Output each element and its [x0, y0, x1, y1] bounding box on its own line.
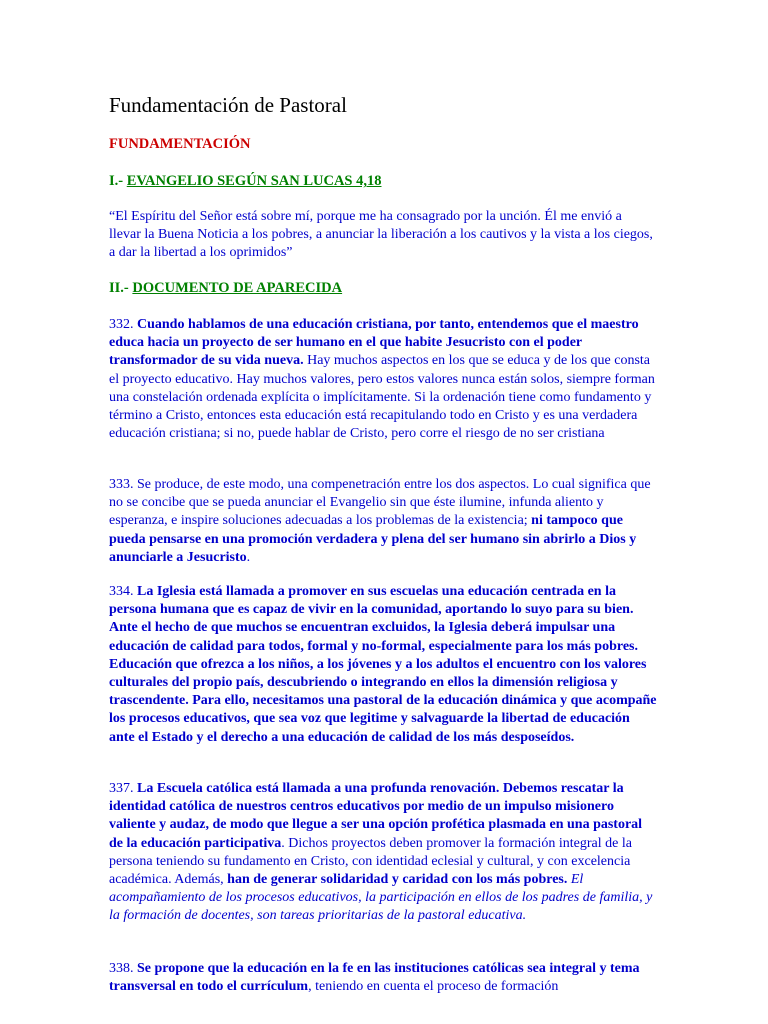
- paragraph-italic-text: El acompañamiento de los procesos educativos, la participación en ellos de los padres de familia, y la formación de docentes, son tareas prioritarias de la pastoral educativa.: [109, 872, 653, 924]
- section-label: EVANGELIO SEGÚN SAN LUCAS 4,18: [126, 173, 382, 189]
- paragraph-text: Se produce, de este modo, una compenetración entre los dos aspectos. Lo cual significa que no se concibe que se pueda anunciar el Evangelio sin que éste ilumine, infunda aliento y esperanza, e inspire soluciones adecuadas a los problemas de la existencia;: [109, 477, 651, 529]
- paragraph-end: .: [246, 549, 251, 565]
- paragraph-bold-text: La Escuela católica está llamada a una profunda renovación. Debemos rescatar la identidad católica de nuestros centros educativos por medio de un impulso misionero valiente y audaz, de modo que llegue a ser una opción profética plasmada en una pastoral de la educación participativa: [109, 781, 643, 851]
- page-title: Fundamentación de Pastoral: [109, 93, 347, 117]
- paragraph-bold-text: Se propone que la educación en la fe en las instituciones católicas sea integral y tema transversal en todo el currículum: [109, 961, 640, 995]
- paragraph-338: [109, 960, 657, 996]
- section-heading-1: [109, 173, 381, 190]
- section-prefix: II.-: [109, 280, 133, 296]
- paragraph-number: 334.: [109, 584, 137, 599]
- main-heading: FUNDAMENTACIÓN: [109, 136, 251, 152]
- section-label: DOCUMENTO DE APARECIDA: [132, 280, 343, 296]
- paragraph-text: Hay muchos aspectos en los que se educa y de los que consta el proyecto educativo. Hay muchos valores, pero estos valores nunca están solos, siempre forman una constelación ordenada explícita o implícitamente. Si la ordenación tiene como fundamento y término a Cristo, entonces esta educación está recapitulando todo en Cristo y es una verdadera educación cristiana; si no, puede hablar de Cristo, pero corre el riesgo de no ser cristiana: [109, 353, 655, 442]
- paragraph-334: [109, 583, 657, 747]
- paragraph-text: , teniendo en cuenta el proceso de formación: [308, 979, 559, 995]
- paragraph-bold-text-2: han de generar solidaridad y caridad con los más pobres.: [227, 872, 568, 888]
- paragraph-text: . Dichos proyectos deben promover la formación integral de la persona teniendo su fundamento en Cristo, con identidad eclesial y cultural, y con excelencia académica. Además,: [109, 835, 632, 888]
- paragraph-332: [109, 316, 657, 443]
- paragraph-number: 337.: [109, 781, 137, 796]
- paragraph-bold-text: Cuando hablamos de una educación cristiana, por tanto, entendemos que el maestro educa hacia un proyecto de ser humano en el que habite Jesucristo con el poder transformador de su vida nueva.: [109, 317, 639, 369]
- paragraph-337: [109, 780, 657, 926]
- paragraph-bold-text: La Iglesia está llamada a promover en sus escuelas una educación centrada en la persona humana que es capaz de vivir en la comunidad, aportando lo suyo para su bien. Ante el hecho de que muchos se encuentran excluidos, la Iglesia deberá impulsar una educación de calidad para todos, formal y no-formal, especialmente para los más pobres. Educación que ofrezca a los niños, a los jóvenes y a los adultos el encuentro con los valores culturales del propio país, descubriendo o integrando en ellos la dimensión religiosa y trascendente. Para ello, necesitamos una pastoral de la educación dinámica y que acompañe los procesos educativos, que sea voz que legitime y salvaguarde la libertad de educación ante el Estado y el derecho a una educación de calidad de los más desposeídos.: [109, 584, 657, 745]
- paragraph-number: 338.: [109, 961, 137, 976]
- paragraph-333: [109, 476, 657, 567]
- section-heading-2: [109, 280, 342, 297]
- gospel-quote: “El Espíritu del Señor está sobre mí, porque me ha consagrado por la unción. Él me envió a llevar la Buena Noticia a los pobres, a anunciar la liberación a los cautivos y la vista a los ciegos, a dar la libertad a los oprimidos”: [109, 209, 653, 261]
- section-prefix: I.-: [109, 173, 127, 189]
- paragraph-bold-text: ni tampoco que pueda pensarse en una promoción verdadera y plena del ser humano sin abrirlo a Dios y anunciarle a Jesucristo: [109, 513, 637, 565]
- paragraph-number: 332.: [109, 317, 137, 332]
- paragraph-number: 333.: [109, 477, 137, 492]
